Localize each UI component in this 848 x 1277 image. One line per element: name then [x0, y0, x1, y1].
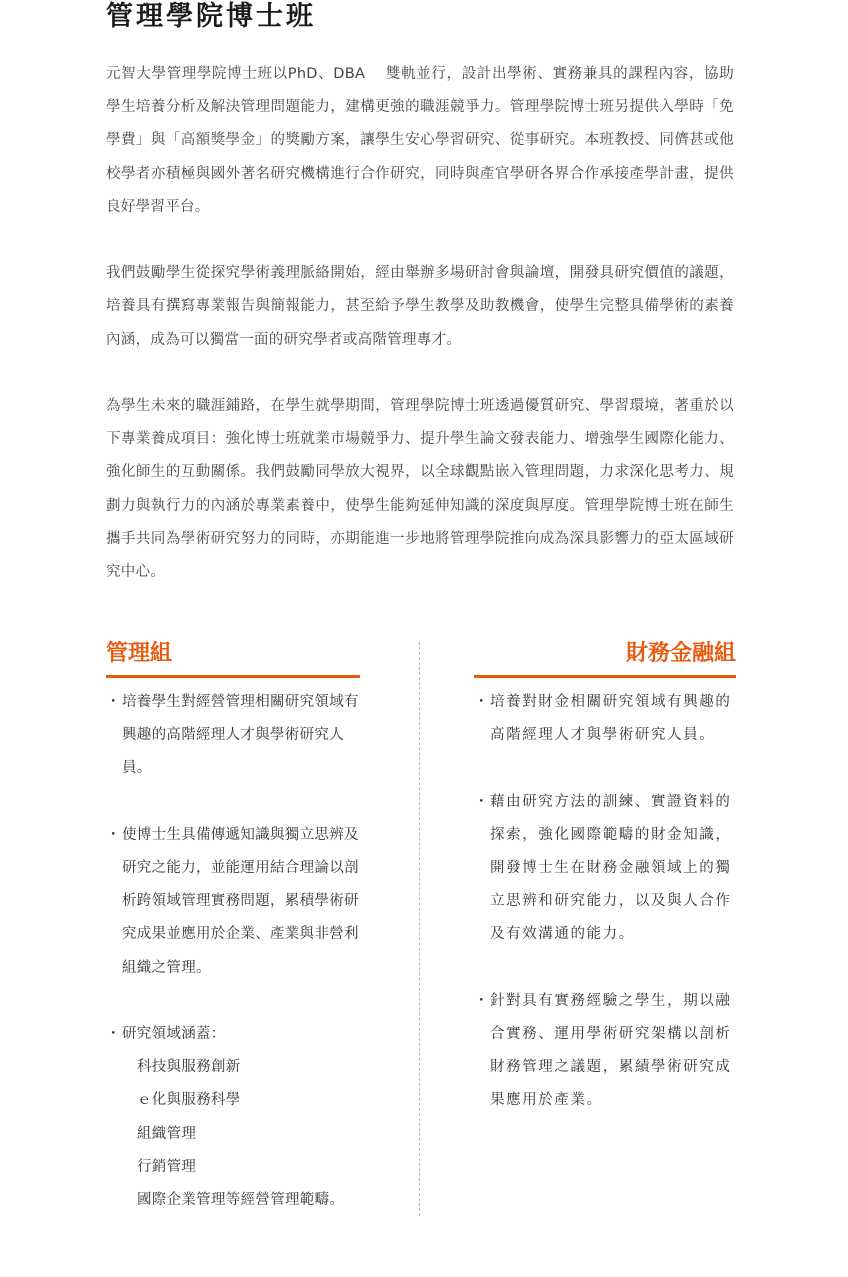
management-group-heading: 管理組 [106, 636, 360, 678]
research-fields-list [122, 1051, 360, 1217]
column-divider [419, 642, 420, 1216]
list-item-text: 藉由研究方法的訓練、實證資料的探索，強化國際範疇的財金知識，開發博士生在財務金融領域上的獨立思辨和研究能力，以及與人合作及有效溝通的能力。 [490, 793, 732, 943]
bullet-icon: ・ [474, 793, 491, 810]
intro-paragraph: 為學生未來的職涯鋪路，在學生就學期間，管理學院博士班透過優質研究、學習環境，著重於以下專業養成項目：強化博士班就業市場競爭力、提升學生論文發表能力、增強學生國際化能力、強化師生的互動關係。我們鼓勵同學放大視界，以全球觀點嵌入管理問題，力求深化思考力、規劃力與執行力的內涵於專業素養中，使學生能夠延伸知識的深度與厚度。管理學院博士班在師生攜手共同為學術研究努力的同時，亦期能進一步地將管理學院推向成為深具影響力的亞太區域研究中心。 [106, 398, 734, 581]
bullet-icon: ・ [106, 694, 121, 710]
research-fields-label: 研究領域涵蓋： [122, 1026, 226, 1042]
research-fields-item [106, 1018, 360, 1217]
finance-group-heading: 財務金融組 [474, 636, 736, 678]
page-title: 管理學院博士班 [106, 1, 316, 32]
research-field: 組織管理 [137, 1125, 197, 1142]
management-group-column [106, 636, 360, 1250]
list-item [474, 786, 736, 952]
management-group-list [106, 686, 360, 1217]
bullet-icon: ・ [106, 826, 121, 843]
research-field: 國際企業管理等經營管理範疇。 [137, 1192, 345, 1209]
research-field: 行銷管理 [137, 1158, 197, 1175]
list-item-text: 培養對財金相關研究領域有興趣的高階經理人才與學術研究人員。 [490, 694, 732, 744]
intro-section [106, 58, 734, 622]
intro-paragraph: 元智大學管理學院博士班以PhD、DBA 雙軌並行，設計出學術、實務兼具的課程內容，協助學生培養分析及解決管理問題能力，建構更強的職涯競爭力。管理學院博士班另提供入學時「免學費」與「高額獎學金」的獎勵方案，讓學生安心學習研究、從事研究。本班教授、同儕甚或他校學者亦積極與國外著名研究機構進行合作研究，同時與產官學研各界合作承接產學計畫，提供良好學習平台。 [106, 66, 734, 215]
research-field: 科技與服務創新 [137, 1059, 241, 1076]
list-item-text: 針對具有實務經驗之學生，期以融合實務、運用學術研究架構以剖析財務管理之議題，累績學術研究成果應用於產業。 [490, 992, 732, 1109]
list-item [106, 686, 360, 786]
bullet-icon: ・ [474, 694, 491, 710]
list-item-text: 使博士生具備傳遞知識與獨立思辨及研究之能力，並能運用結合理論以剖析跨領域管理實務問題，累積學術研究成果並應用於企業、產業與非營利組織之管理。 [122, 826, 359, 976]
intro-paragraph: 我們鼓勵學生從探究學術義理脈絡開始，經由舉辦多場研討會與論壇，開發具研究價值的議題，培養具有撰寫專業報告與簡報能力，甚至給予學生教學及助教機會，使學生完整具備學術的素養內涵，成為可以獨當一面的研究學者或高階管理專才。 [106, 265, 734, 348]
bullet-icon: ・ [474, 992, 491, 1009]
bullet-icon: ・ [106, 1026, 121, 1042]
list-item [474, 686, 736, 752]
list-item-text: 培養學生對經營管理相關研究領域有興趣的高階經理人才與學術研究人員。 [122, 694, 359, 777]
finance-group-column [474, 636, 736, 1151]
finance-group-list [474, 686, 736, 1118]
list-item [474, 985, 736, 1118]
research-field: ｅ化與服務科學 [137, 1092, 241, 1109]
list-item [106, 819, 360, 985]
